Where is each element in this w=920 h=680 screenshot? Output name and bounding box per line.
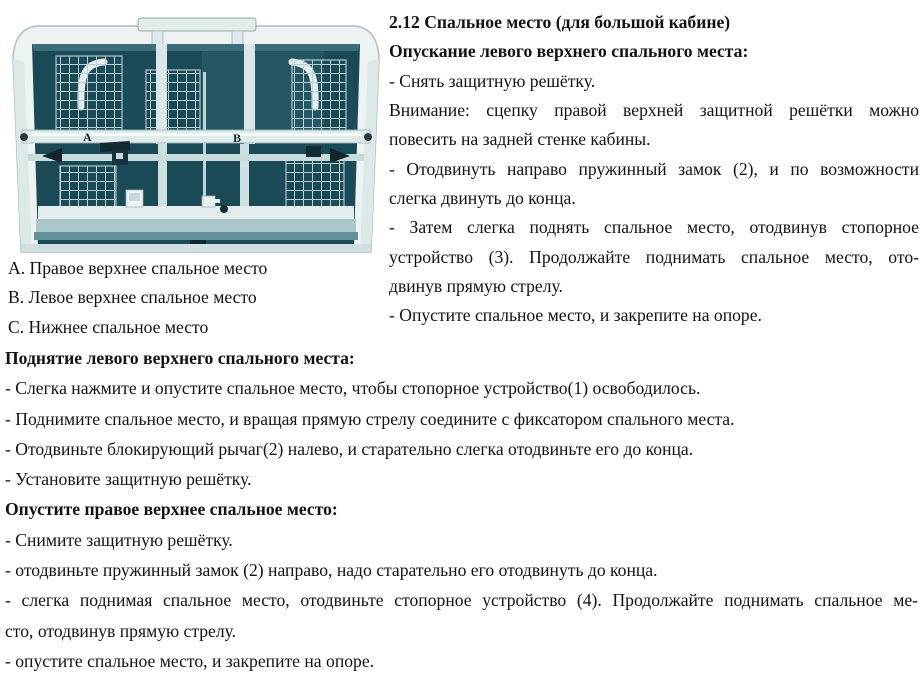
figure-label-b: B (233, 131, 242, 145)
section-title: 2.12 Спальное место (для большой кабине) (389, 12, 731, 32)
instruction-line: - Опустите спальное место, и закрепите на опоре. (389, 305, 762, 326)
caption-lower-berth: C. Нижнее спальное место (8, 316, 209, 337)
instruction-line: устройство (3). Продолжайте поднимать спальное место, ото- (389, 246, 919, 267)
instruction-line: - Снять защитную решётку. (389, 70, 596, 91)
cab-illustration-svg (6, 10, 386, 254)
lower-bunk (21, 206, 371, 252)
instruction-line: - Установите защитную решётку. (5, 469, 252, 490)
roof-inner-edge (32, 44, 360, 51)
bottom-instructions (5, 343, 918, 676)
instruction-line: - Поднимите спальное место, и вращая прямую стрелу соедините с фиксатором спального места. (5, 408, 735, 429)
figure-captions (8, 254, 386, 342)
instruction-line: слегка двинуть до конца. (389, 188, 576, 209)
caption-right-upper-berth: A. Правое верхнее спальное место (8, 258, 268, 278)
instruction-line: - Слегка нажмите и опустите спальное место, чтобы стопорное устройство(1) освободилось. (5, 378, 701, 399)
figure-label-a: A (83, 130, 92, 144)
subsection-lowering-left-berth: Опускание левого верхнего спального места: (389, 41, 749, 62)
instruction-line: Внимание: сцепку правой верхней защитной решётки можно (389, 100, 919, 121)
instruction-line: - опустите спальное место, и закрепите на опоре. (5, 650, 375, 671)
instructions-column (389, 8, 919, 331)
subsection-raising-left-berth: Поднятие левого верхнего спального места: (5, 348, 355, 368)
instruction-line: двинув прямую стрелу. (389, 276, 563, 297)
cab-rear-illustration (6, 10, 386, 254)
instruction-line: повесить на задней стенке кабины. (389, 129, 651, 150)
instruction-line: - Отодвиньте блокирующий рычаг(2) налево, и старательно слегка отодвиньте его до конца. (5, 438, 694, 459)
instruction-line: - Затем слегка поднять спальное место, отодвинув стопорное (389, 217, 919, 238)
instruction-line: - отодвиньте пружинный замок (2) направо, надо старательно его отодвинуть до конца. (5, 560, 658, 581)
subsection-lowering-right-berth: Опустите правое верхнее спальное место: (5, 499, 338, 520)
caption-left-upper-berth: B. Левое верхнее спальное место (8, 287, 257, 308)
instruction-line: - слегка поднимая спальное место, отодвиньте стопорное устройство (4). Продолжайте поднимать спальное ме- (5, 590, 918, 611)
instruction-line: сто, отодвинув прямую стрелу. (5, 620, 237, 641)
instruction-line: - Отодвинуть направо пружинный замок (2), и по возможности (389, 158, 919, 179)
instruction-line: - Снимите защитную решётку. (5, 529, 233, 550)
